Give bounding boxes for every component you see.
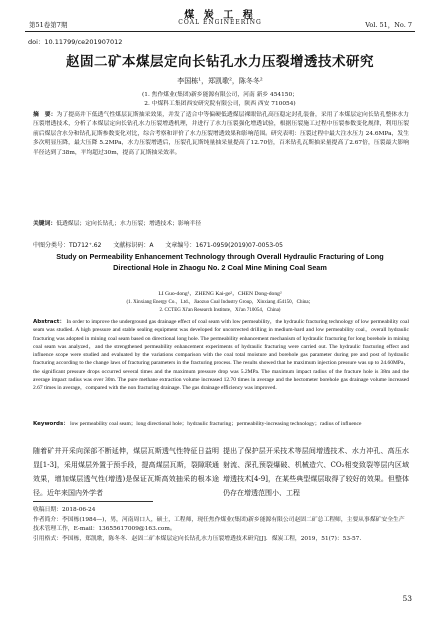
abstract-en-text: In order to improve the underground gas drainage effect of coal seam with low permeability，the hydraulic fracturing technology of low permeability coal seam was studied. A high pressure and stable sealing equipment was developed for uncorrected drilling in medium-hard and low permeability coal，overall hydraulic fracturing was adopted in mining coal seam based on directional long hole. The permeability enhancement mechanism of hydraulic fracturing for long borehole in mining coal seam was analyzed，and the strengthened permeability enhancement experiments of hydraulic fracturing were carried out. The hydraulic fracturing effect and influence scope were studied and evaluated by the variations comparison with the coal total moisture and borehole gas parameter during pre and post of hydraulic fracturing according to the change laws of fracturing parameters in the fracturing process. The results showed that he maximum injection pressure was up to 24.60MPa，the significant pressure drops occurred several times and the maximum pressure drop was 5.2MPa. The maximum impact radius of the fracture hole is 38m and the average impact radius was over 30m. The pure methane extraction volume increased 12.70 times in average and the hectometer borehole gas drainage volume increased 2.67 times in average，compared with the non fracturing drainage. The gas drainage efficiency was improved. [33,319,409,392]
affiliation-en-1: (1. Xinxiang Energy Co.，Ltd.，Jiaozuo Coal Industry Group，Xinxiang 454150，China； [126,300,314,305]
volume-issue-en: Vol. 51，No. 7 [365,21,412,29]
authors-en: LI Guo-dong¹，ZHENG Kai-ge²，CHEN Dong-dong² [158,291,282,297]
keywords-en-text: low permeability coal seam；long directional hole；hydraulic fracturing；permeability-increasing technology；radius of influence [70,421,362,427]
body-column-right: 提出了保护层开采技术等层间增透技术、水力冲孔、高压水射流、深孔预裂爆破、机械造穴、CO₂相变致裂等层内区域增透技术[4-9]，在某些典型煤层取得了较好的效果。但整体仍存在增透范围小、工程 [223,447,409,497]
doi[interactable]: doi：10.11799/ce201907012 [28,38,123,46]
volume-issue-cn: 第51卷第7期 [29,21,68,29]
keywords-en-label: Keywords： [33,421,69,427]
affiliation-cn-2: 2. 中煤科工集团西安研究院有限公司，陕西 西安 710054) [144,101,296,107]
keywords-cn-text: 低透煤层；定向长钻孔；水力压裂；增透技术；影响半径 [56,221,202,227]
keywords-en [33,420,409,428]
authors-cn: 李国栋¹，郑凯歌²，陈冬冬² [177,77,263,85]
page-number: 53 [402,594,412,603]
article-title-en: Study on Permeability Enhancement Technology through Overall Hydraulic Fracturing of Long Directional Hole in Zhaogu No. 2 Coal Mine Mining Coal Seam [56,252,384,272]
affiliation-en-2: 2. CCTEG Xi'an Research Institute，Xi'an 710054，China) [159,308,281,313]
footnote-citation: 引用格式：李国栋，郑凯歌，陈冬冬．赵固二矿本煤层定向长钻孔水力压裂增透技术研究[J]．煤炭工程，2019，51(7)：53-57. [33,536,362,542]
abstract-en [33,318,409,393]
keywords-cn [33,220,409,229]
journal-title-en: COAL ENGINEERING [178,19,262,26]
footnote-received: 收稿日期：2018-06-24 [33,507,96,513]
header-rule [25,31,415,32]
abstract-en-label: Abstract： [33,319,66,325]
abstract-cn [33,111,409,158]
journal-header [0,0,440,33]
document-code: 文献标识码：A [113,242,154,249]
body-column-left: 随着矿井开采向深部不断延伸，煤层瓦斯透气性特征日益明显[1-3]，采用煤层外置于预手段，提高煤层瓦斯，裂隙联通效果，增加煤层透气性(增透)是保证瓦斯高效抽采的根本途径。近年来国内外学者 [33,447,219,497]
journal-title-cn: 煤 炭 工 程 [184,10,256,21]
abstract-cn-label: 摘 要： [33,112,57,118]
classification-line [33,240,409,249]
abstract-cn-text: 为了提高井下低透气性煤层瓦斯抽采效果，并发了适合中等偏硬低透煤层裸眼钻孔高压稳定封孔装备，采用了本煤层定向长钻孔整体水力压裂增透技术，分析了本煤层定向长钻孔水力压裂增透机理，并进行了水力压裂强化增透试验，根据压裂施工过程中压裂参数变化规律，利用压裂前后煤层含水分和钻孔瓦斯参数变化对比，综合考察和评价了水力压裂增透效果和影响范围。研究表明：压裂过程中最大注水压力 24.6MPa，发生多次明显压降，最大压降 5.2MPa，水力压裂增透后，压裂孔瓦斯纯量抽采量提高了12.70倍，百米钻孔瓦斯抽采量提高了2.67倍，压裂最大影响半径达到了38m，平均超过30m，提高了瓦斯抽采效率。 [33,112,409,156]
article-title-cn: 赵固二矿本煤层定向长钻孔水力压裂增透技术研究 [66,54,374,70]
affiliation-cn-1: (1. 焦作煤业(集团)新乡能源有限公司，河南 新乡 454150； [142,92,298,98]
keywords-cn-label: 关键词： [33,221,57,227]
clc-number: 中图分类号：TD712⁺.62 [33,242,102,249]
footnote-rule [33,501,153,502]
article-number: 文章编号：1671-0959(2019)07-0053-05 [165,242,283,249]
footnote-author-bio: 作者简介：李国栋(1984—)，男，河南周口人，硕士，工程师，现任焦作煤业(集团)新乡能源有限公司赵固二矿总工程师，主要从事煤矿安全生产技术管理工作，E-mail：13655617009@163.com。 [33,517,405,532]
